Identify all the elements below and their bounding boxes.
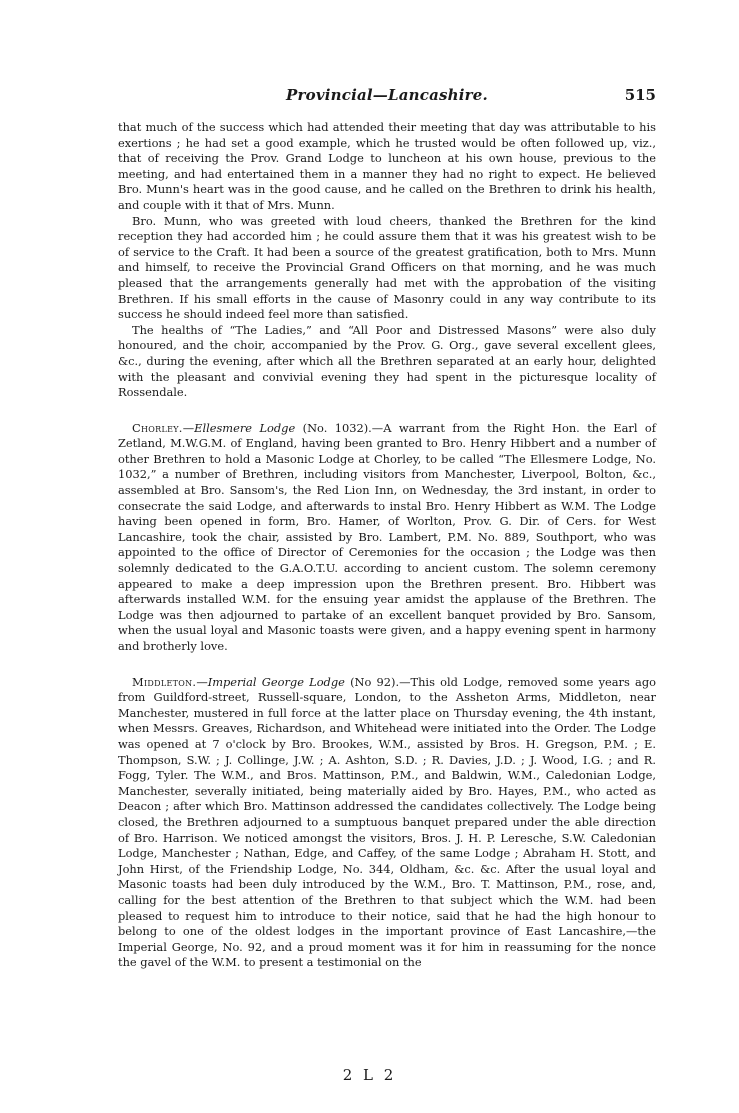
page-number: 515	[624, 86, 656, 104]
chorley-text: (No. 1032).—A warrant from the Right Hon. the Earl of Zetland, M.W.G.M. of England, having been granted to Bro. Henry Hibbert and a number of other Brethren to hold a Masonic Lodge at Chorley, to be called “The Ellesmere Lodge, No. 1032,” a number of Brethren, including visitors from Manchester, Liverpool, Bolton, &c., assembled at Bro. Sansom's, the Red Lion Inn, on Wednesday, the 3rd instant, in order to consecrate the said Lodge, and afterwards to instal Bro. Henry Hibbert as W.M. The Lodge having been opened in form, Bro. Hamer, of Worlton, Prov. G. Dir. of Cers. for West Lancashire, took the chair, assisted by Bro. Lambert, P.M. No. 889, Southport, who was appointed to the office of Director of Ceremonies for the occasion ; the Lodge was then solemnly dedicated to the G.A.O.T.U. according to ancient custom. The solemn ceremony appeared to make a deep impression upon the Brethren present. Bro. Hibbert was afterwards installed W.M. for the ensuing year amidst the applause of the Brethren. The Lodge was then adjourned to partake of an excellent banquet provided by Bro. Sansom, when the usual loyal and Masonic toasts were given, and a happy evening spent in harmony and brotherly love.	[118, 420, 656, 653]
signature-mark: 2 L 2	[342, 1066, 397, 1084]
body-text	[118, 120, 656, 971]
place-middleton: Middleton.	[132, 674, 197, 689]
place-chorley: Chorley.	[132, 420, 183, 435]
lodge-ellesmere: —Ellesmere Lodge	[182, 420, 296, 435]
page-header	[118, 86, 656, 108]
section-chorley	[118, 421, 656, 655]
paragraph-munn-toast: that much of the success which had attended their meeting that day was attributable to his exertions ; he had set a good example, which he trusted would be often followed up, viz., that of receiving the Prov. Grand Lodge to luncheon at his own house, previous to the meeting, and had entertained them in a manner they had no right to expect. He believed Bro. Munn's heart was in the good cause, and he called on the Brethren to drink his health, and couple with it that of Mrs. Munn.	[118, 120, 656, 212]
running-title: Provincial—Lancashire.	[286, 86, 488, 104]
middleton-text: (No 92).—This old Lodge, removed some years ago from Guildford-street, Russell-square, London, to the Assheton Arms, Middleton, near Manchester, mustered in full force at the latter place on Thursday evening, the 4th instant, when Messrs. Greaves, Richardson, and Whitehead were initiated into the Order. The Lodge was opened at 7 o'clock by Bro. Brookes, W.M., assisted by Bros. H. Gregson, P.M. ; E. Thompson, S.W. ; J. Collinge, J.W. ; A. Ashton, S.D. ; R. Davies, J.D. ; J. Wood, I.G. ; and R. Fogg, Tyler. The W.M., and Bros. Mattinson, P.M., and Baldwin, W.M., Caledonian Lodge, Manchester, severally initiated, being materially aided by Bro. Hayes, P.M., who acted as Deacon ; after which Bro. Mattinson addressed the candidates collectively. The Lodge being closed, the Brethren adjourned to a sumptuous banquet prepared under the able direction of Bro. Harrison. We noticed amongst the visitors, Bros. J. H. P. Leresche, S.W. Caledonian Lodge, Manchester ; Nathan, Edge, and Caffey, of the same Lodge ; Abraham H. Stott, and John Hirst, of the Friendship Lodge, No. 344, Oldham, &c. &c. After the usual loyal and Masonic toasts had been duly introduced by the W.M., Bro. T. Mattinson, P.M., rose, and, calling for the best attention of the Brethren to that subject which the W.M. had been pleased to request him to introduce to their notice, said that he had the high honour to belong to one of the oldest lodges in the important province of East Lancashire,—the Imperial George, No. 92, and a proud moment was it for him in reassuming for the nonce the gavel of the W.M. to present a testimonial on the	[118, 674, 656, 970]
lodge-imperial-george: —Imperial George Lodge	[196, 674, 345, 689]
section-middleton	[118, 675, 656, 971]
paragraph-healths: The healths of “The Ladies,” and “All Poor and Distressed Masons” were also duly honoured, and the choir, accompanied by the Prov. G. Org., gave several excellent glees, &c., during the evening, after which all the Brethren separated at an early hour, delighted with the pleasant and convivial evening they had spent in the picturesque locality of Rossendale.	[118, 322, 656, 400]
paragraph-chorley	[118, 421, 656, 655]
paragraph-munn-reply: Bro. Munn, who was greeted with loud cheers, thanked the Brethren for the kind reception they had accorded him ; he could assure them that it was his greatest wish to be of service to the Craft. It had been a source of the greatest gratification, both to Mrs. Munn and himself, to receive the Provincial Grand Officers on that morning, and he was much pleased that the arrangements generally had met with the approbation of the visiting Brethren. If his small efforts in the cause of Masonry could in any way contribute to its success he should indeed feel more than satisfied.	[118, 213, 656, 322]
paragraph-middleton	[118, 675, 656, 971]
